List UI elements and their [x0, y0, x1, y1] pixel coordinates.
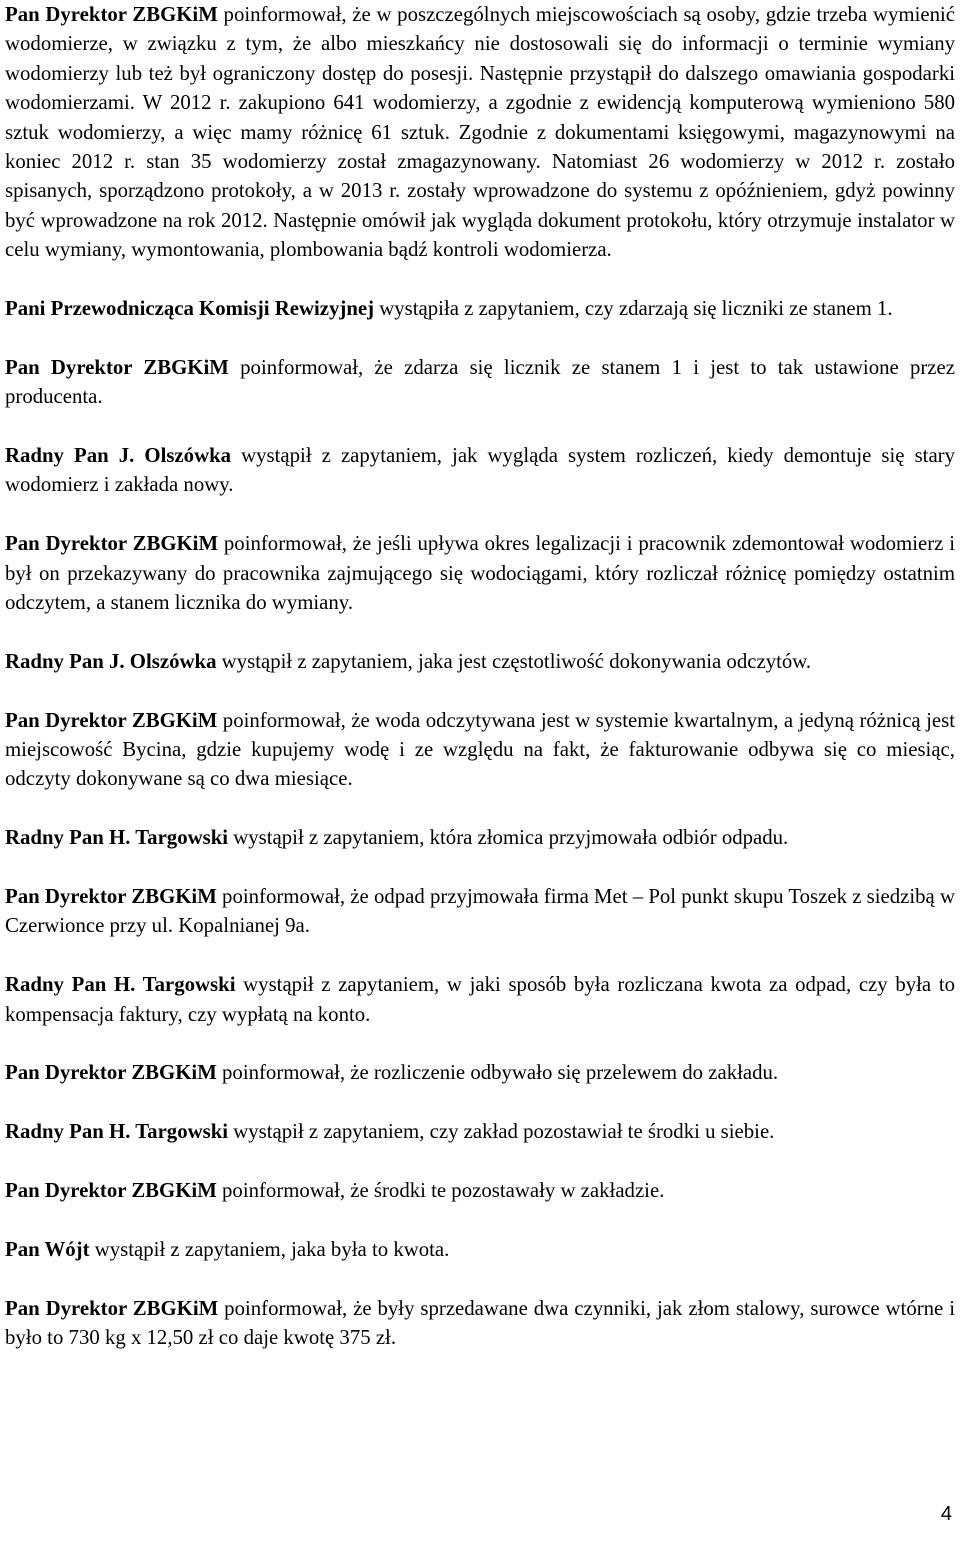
paragraph-6 — [5, 647, 955, 676]
paragraph-text: wystąpił z zapytaniem, jaka była to kwota. — [89, 1237, 450, 1261]
paragraph-5 — [5, 529, 955, 617]
speaker-name: Radny Pan H. Targowski — [5, 826, 229, 850]
paragraph-9 — [5, 882, 955, 941]
paragraph-gap — [5, 617, 955, 646]
paragraph-12 — [5, 1117, 955, 1146]
paragraph-gap — [5, 794, 955, 823]
paragraph-11 — [5, 1058, 955, 1087]
speaker-name: Radny Pan J. Olszówka — [5, 444, 232, 468]
speaker-name: Pan Wójt — [5, 1237, 90, 1261]
paragraph-text: poinformował, że odpad przyjmowała firma Met – Pol punkt skupu Toszek z siedzibą w Czerwionce przy ul. Kopalnianej 9a. — [5, 885, 955, 938]
paragraph-text: wystąpił z zapytaniem, w jaki sposób była rozliczana kwota za odpad, czy była to kompensacja faktury, czy wypłatą na konto. — [5, 973, 956, 1026]
paragraph-10 — [5, 970, 955, 1029]
speaker-name: Pan Dyrektor ZBGKiM — [5, 885, 217, 909]
speaker-name: Radny Pan H. Targowski — [5, 1120, 229, 1144]
paragraph-text: poinformował, że rozliczenie odbywało się przelewem do zakładu. — [216, 1061, 779, 1085]
paragraph-gap — [5, 265, 955, 294]
paragraph-gap — [5, 941, 955, 970]
speaker-name: Radny Pan J. Olszówka — [5, 649, 217, 673]
paragraph-gap — [5, 412, 955, 441]
paragraph-gap — [5, 1029, 955, 1058]
paragraph-gap — [5, 323, 955, 352]
paragraph-text: wystąpił z zapytaniem, czy zakład pozostawiał te środki u siebie. — [228, 1120, 775, 1144]
speaker-name: Pan Dyrektor ZBGKiM — [5, 532, 219, 556]
paragraph-15 — [5, 1294, 955, 1353]
paragraph-gap — [5, 1147, 955, 1176]
paragraph-gap — [5, 1205, 955, 1234]
paragraph-8 — [5, 823, 955, 852]
paragraph-text: poinformował, że środki te pozostawały w zakładzie. — [216, 1179, 665, 1203]
paragraph-text: poinformował, że jeśli upływa okres legalizacji i pracownik zdemontował wodomierz i był on przekazywany do pracownika zajmującego się wodociągami, który rozliczał różnicę pomiędzy ostatnim odczytem, a stanem licznika do wymiany. — [5, 532, 955, 615]
document-page — [5, 0, 955, 1352]
paragraph-gap — [5, 676, 955, 705]
paragraph-text: poinformował, że zdarza się licznik ze stanem 1 i jest to tak ustawione przez producenta. — [5, 355, 955, 409]
paragraph-13 — [5, 1176, 955, 1205]
paragraph-2 — [5, 294, 955, 323]
paragraph-text: wystąpiła z zapytaniem, czy zdarzają się liczniki ze stanem 1. — [374, 297, 893, 321]
paragraph-1 — [5, 0, 955, 265]
paragraph-4 — [5, 441, 955, 500]
speaker-name: Pan Dyrektor ZBGKiM — [5, 1179, 217, 1203]
paragraph-text: wystąpił z zapytaniem, jak wygląda system rozliczeń, kiedy demontuje się stary wodomierz i zakłada nowy. — [5, 444, 955, 497]
paragraph-gap — [5, 500, 955, 529]
speaker-name: Radny Pan H. Targowski — [5, 973, 236, 997]
paragraph-gap — [5, 1088, 955, 1117]
paragraph-text: poinformował, że woda odczytywana jest w systemie kwartalnym, a jedyną różnicą jest miejscowość Bycina, gdzie kupujemy wodę i ze względu na fakt, że fakturowanie odbywa się co miesiąc, odczyty dokonywane są co dwa miesiące. — [5, 708, 955, 791]
paragraph-gap — [5, 853, 955, 882]
paragraph-7 — [5, 706, 955, 794]
speaker-name: Pan Dyrektor ZBGKiM — [5, 1061, 217, 1085]
speaker-name: Pani Przewodnicząca Komisji Rewizyjnej — [5, 297, 375, 321]
paragraph-14 — [5, 1235, 955, 1264]
speaker-name: Pan Dyrektor ZBGKiM — [5, 3, 218, 26]
paragraph-text: poinformował, że w poszczególnych miejscowościach są osoby, gdzie trzeba wymienić wodomierze, w związku z tym, że albo mieszkańcy nie dostosowali się do informacji o terminie wymiany wodomierzy lub też był ograniczony dostęp do posesji. Następnie przystąpił do dalszego omawiania gospodarki wodomierzami. W 2012 r. zakupiono 641 wodomierzy, a zgodnie z ewidencją komputerową wymieniono 580 sztuk wodomierzy, a więc mamy różnicę 61 sztuk. Zgodnie z dokumentami księgowymi, magazynowymi na koniec 2012 r. stan 35 wodomierzy został zmagazynowany. Natomiast 26 wodomierzy w 2012 r. zostało spisanych, sporządzono protokoły, a w 2013 r. zostały wprowadzone do systemu z opóźnieniem, gdyż powinny być wprowadzone na rok 2012. Następnie omówił jak wygląda dokument protokołu, który otrzymuje instalator w celu wymiany, wymontowania, plombowania bądź kontroli wodomierza. — [5, 3, 955, 262]
page-number: 4 — [940, 1503, 952, 1525]
paragraph-text: wystąpił z zapytaniem, która złomica przyjmowała odbiór odpadu. — [228, 826, 789, 850]
paragraph-3 — [5, 353, 955, 412]
paragraph-text: poinformował, że były sprzedawane dwa czynniki, jak złom stalowy, surowce wtórne i było to 730 kg x 12,50 zł co daje kwotę 375 zł. — [5, 1296, 955, 1350]
speaker-name: Pan Dyrektor ZBGKiM — [5, 355, 229, 379]
speaker-name: Pan Dyrektor ZBGKiM — [5, 1296, 219, 1320]
paragraph-gap — [5, 1264, 955, 1293]
paragraph-text: wystąpił z zapytaniem, jaka jest częstotliwość dokonywania odczytów. — [216, 649, 812, 673]
speaker-name: Pan Dyrektor ZBGKiM — [5, 708, 218, 732]
